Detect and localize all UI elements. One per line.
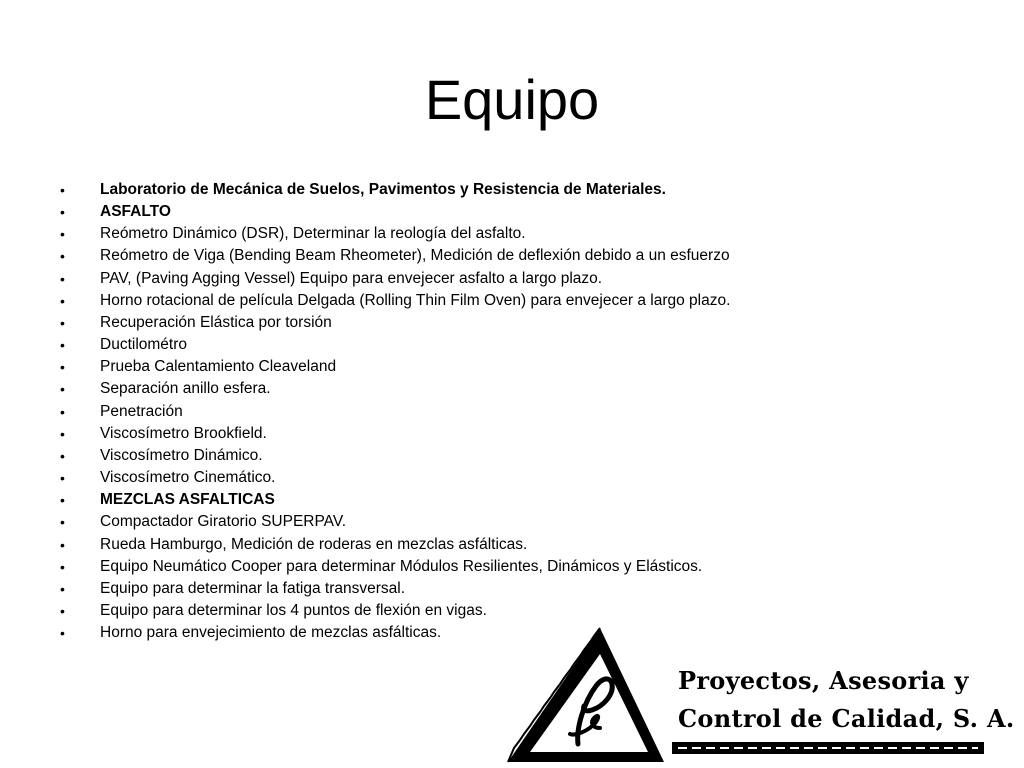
list-item-text: Horno rotacional de película Delgada (Rolling Thin Film Oven) para envejecer a largo plazo. — [100, 291, 731, 309]
bullet-icon: • — [60, 403, 65, 420]
company-name-line-1: Proyectos, Asesoria y — [678, 666, 969, 695]
bullet-icon: • — [60, 425, 65, 442]
bullet-icon: • — [60, 580, 65, 597]
list-item — [58, 600, 958, 622]
list-item — [58, 489, 958, 511]
list-item-text: Viscosímetro Dinámico. — [100, 446, 263, 464]
list-item-text: Equipo para determinar los 4 puntos de flexión en vigas. — [100, 601, 487, 619]
list-item — [58, 578, 958, 600]
bullet-icon: • — [60, 536, 65, 553]
list-item — [58, 201, 958, 223]
list-item — [58, 179, 958, 201]
list-item — [58, 223, 958, 245]
bullet-icon: • — [60, 470, 65, 487]
bullet-icon: • — [60, 558, 65, 575]
list-item — [58, 511, 958, 533]
list-item-text: Separación anillo esfera. — [100, 380, 271, 398]
bullet-icon: • — [60, 514, 65, 531]
list-item — [58, 312, 958, 334]
list-item-text: Recuperación Elástica por torsión — [100, 313, 332, 331]
list-item — [58, 445, 958, 467]
company-name-line-2: Control de Calidad, S. A. — [678, 704, 1015, 733]
bullet-icon: • — [60, 359, 65, 376]
list-item-text: ASFALTO — [100, 203, 171, 221]
list-item-text: Prueba Calentamiento Cleaveland — [100, 358, 337, 376]
list-item-text: Compactador Giratorio SUPERPAV. — [100, 513, 347, 531]
list-item-text: Viscosímetro Brookfield. — [100, 424, 267, 442]
list-item-text: Horno para envejecimiento de mezclas asfálticas. — [100, 624, 442, 642]
list-item — [58, 268, 958, 290]
bullet-icon: • — [60, 182, 65, 198]
list-item-text: Reómetro Dinámico (DSR), Determinar la reología del asfalto. — [100, 225, 526, 243]
triangle-logo-icon — [500, 624, 670, 768]
list-item — [58, 356, 958, 378]
bullet-icon: • — [60, 447, 65, 464]
logo-dash-bar — [672, 742, 984, 754]
list-item — [58, 401, 958, 423]
list-item — [58, 378, 958, 400]
list-item-text: Reómetro de Viga (Bending Beam Rheometer), Medición de deflexión debido a un esfuerzo — [100, 247, 730, 265]
bullet-icon: • — [60, 337, 65, 354]
list-item-text: Laboratorio de Mecánica de Suelos, Pavimentos y Resistencia de Materiales. — [100, 181, 666, 198]
bullet-icon: • — [60, 602, 65, 619]
list-item — [58, 534, 958, 556]
list-item — [58, 423, 958, 445]
slide-title: Equipo — [424, 68, 600, 131]
list-item-text: Ductilométro — [100, 336, 187, 354]
list-item-text: Equipo para determinar la fatiga transversal. — [100, 579, 405, 597]
bullet-icon: • — [60, 314, 65, 331]
bullet-icon: • — [60, 492, 65, 509]
bullet-icon: • — [60, 248, 65, 265]
bullet-icon: • — [60, 381, 65, 398]
list-item — [58, 290, 958, 312]
list-item — [58, 556, 958, 578]
bullet-icon: • — [60, 204, 65, 221]
bullet-icon: • — [60, 292, 65, 309]
company-logo — [500, 624, 1015, 768]
bullet-icon: • — [60, 625, 65, 642]
bullet-icon: • — [60, 226, 65, 243]
list-item — [58, 334, 958, 356]
list-item-text: Viscosímetro Cinemático. — [100, 469, 276, 487]
list-item-text: Equipo Neumático Cooper para determinar Módulos Resilientes, Dinámicos y Elásticos. — [100, 557, 703, 575]
bullet-icon: • — [60, 270, 65, 287]
bullet-list — [58, 179, 958, 644]
list-item-text: Penetración — [100, 402, 183, 420]
list-item — [58, 467, 958, 489]
list-item-text: MEZCLAS ASFALTICAS — [100, 491, 275, 509]
list-item-text: Rueda Hamburgo, Medición de roderas en mezclas asfálticas. — [100, 535, 528, 553]
list-item-text: PAV, (Paving Agging Vessel) Equipo para envejecer asfalto a largo plazo. — [100, 269, 603, 287]
list-item — [58, 245, 958, 267]
